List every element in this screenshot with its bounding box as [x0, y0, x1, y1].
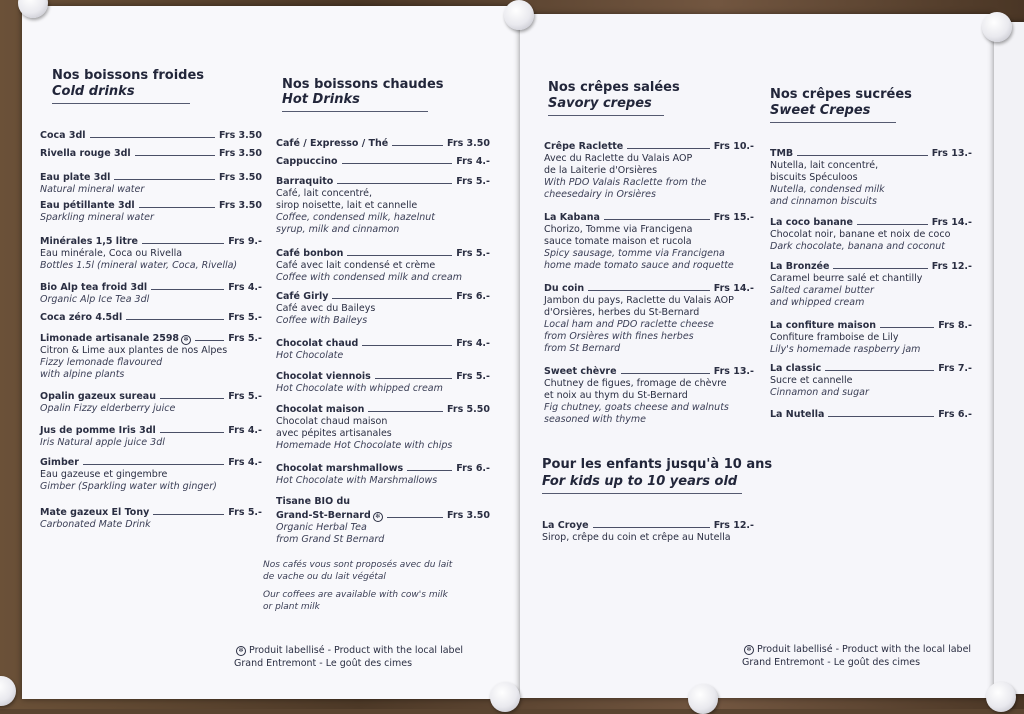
item-translation: from Orsières with fines herbes: [544, 331, 694, 342]
item-translation: Iris Natural apple juice 3dl: [40, 437, 165, 448]
item-translation: Local ham and PDO raclette cheese: [544, 319, 714, 330]
item-description: Eau minérale, Coca ou Rivella: [40, 248, 183, 259]
menu-item: [542, 520, 754, 544]
local-label-icon: ✻: [373, 512, 383, 522]
item-name: Chocolat marshmallows: [276, 463, 404, 474]
leader-line: [90, 137, 216, 138]
leader-line: [588, 290, 710, 291]
menu-item: [276, 338, 490, 362]
item-name: Chocolat chaud: [276, 338, 359, 349]
menu-item: [276, 156, 490, 168]
divider: [542, 493, 742, 494]
divider: [770, 122, 896, 123]
pin-icon: [688, 684, 718, 714]
item-name: Eau plate 3dl: [40, 172, 111, 183]
leader-line: [126, 319, 224, 320]
item-translation: Fig chutney, goats cheese and walnuts: [544, 402, 729, 413]
leader-line: [342, 163, 453, 164]
menu-item: [276, 291, 490, 327]
leader-line: [83, 464, 224, 465]
item-price: Frs 5.-: [228, 507, 262, 518]
item-name: Cappuccino: [276, 156, 338, 167]
item-name: Opalin gazeux sureau: [40, 391, 156, 402]
item-price: Frs 6.-: [938, 409, 972, 420]
menu-item: [276, 510, 490, 546]
item-translation: and cinnamon biscuits: [770, 196, 877, 207]
savory-crepes-title: Nos crêpes salées: [548, 80, 680, 95]
item-description: Avec du Raclette du Valais AOP: [544, 153, 693, 164]
menu-item: [40, 148, 262, 160]
menu-item-row: [276, 463, 490, 475]
item-description: sirop noisette, lait et cannelle: [276, 200, 418, 211]
item-name: La coco banane: [770, 217, 853, 228]
menu-item: [40, 172, 262, 196]
item-description: Chocolat chaud maison: [276, 416, 388, 427]
item-price: Frs 15.-: [713, 212, 754, 223]
leader-line: [627, 148, 709, 149]
item-price: Frs 3.50: [219, 172, 262, 183]
note-line: de vache ou du lait végétal: [263, 572, 386, 582]
item-translation: with alpine plants: [40, 369, 125, 380]
leader-line: [825, 370, 934, 371]
menu-item-row: [770, 363, 972, 375]
divider: [548, 115, 664, 116]
menu-item: [40, 391, 262, 415]
item-description: Sirop, crêpe du coin et crêpe au Nutella: [542, 532, 731, 543]
item-translation: Coffee with Baileys: [276, 315, 368, 326]
menu-item: [40, 236, 262, 272]
leader-line: [857, 224, 928, 225]
item-name: Café bonbon: [276, 248, 344, 259]
menu-item: [40, 312, 262, 324]
menu-item-row: [40, 507, 262, 519]
leader-line: [153, 514, 224, 515]
menu-item-row: [40, 148, 262, 160]
item-description: Confiture framboise de Lily: [770, 332, 899, 343]
menu-item-row: [770, 148, 972, 160]
menu-item-row: [40, 236, 262, 248]
footer-line: Produit labellisé - Product with the local label: [757, 644, 972, 655]
item-description: biscuits Spéculoos: [770, 172, 858, 183]
menu-item-row: [40, 130, 262, 142]
item-price: Frs 3.50: [447, 510, 490, 521]
item-price: Frs 9.-: [228, 236, 262, 247]
note-line: or plant milk: [263, 602, 320, 612]
pin-icon: [504, 0, 534, 30]
item-price: Frs 13.-: [931, 148, 972, 159]
leader-line: [160, 398, 224, 399]
leader-line: [621, 373, 710, 374]
item-price: Frs 5.-: [456, 248, 490, 259]
item-translation: Hot Chocolate with whipped cream: [276, 383, 443, 394]
leader-line: [593, 527, 710, 528]
menu-item-row: [40, 282, 262, 294]
leader-line: [375, 378, 453, 379]
leader-line: [368, 411, 443, 412]
item-price: Frs 12.-: [713, 520, 754, 531]
menu-item: [276, 176, 490, 236]
item-name: Bio Alp tea froid 3dl: [40, 282, 148, 293]
milk-note: [263, 559, 452, 613]
item-price: Frs 5.-: [456, 176, 490, 187]
menu-item: [544, 141, 754, 201]
item-price: Frs 3.50: [447, 138, 490, 149]
item-description: Caramel beurre salé et chantilly: [770, 273, 923, 284]
menu-item: [276, 463, 490, 487]
divider: [282, 111, 428, 112]
label-footer: [742, 643, 971, 669]
leader-line: [880, 327, 934, 328]
menu-item-row: [40, 425, 262, 437]
leader-line: [828, 416, 934, 417]
menu-item-row: [544, 366, 754, 378]
menu-item-row: [40, 333, 262, 345]
cold-drinks-subtitle: Cold drinks: [52, 84, 135, 99]
local-label-icon: ✻: [181, 335, 191, 345]
pin-icon: [982, 12, 1012, 42]
item-translation: syrup, milk and cinnamon: [276, 224, 400, 235]
footer-line: Produit labellisé - Product with the local label: [249, 645, 464, 656]
menu-item: [40, 507, 262, 531]
menu-page-partial: [994, 22, 1024, 694]
menu-item: [40, 333, 262, 381]
item-name: Crêpe Raclette: [544, 141, 624, 152]
item-description: Chocolat noir, banane et noix de coco: [770, 229, 951, 240]
sweet-crepes-title: Nos crêpes sucrées: [770, 87, 912, 102]
item-description: Sucre et cannelle: [770, 375, 853, 386]
item-translation: seasoned with thyme: [544, 414, 646, 425]
menu-item-row: [40, 391, 262, 403]
item-translation: Lily's homemade raspberry jam: [770, 344, 921, 355]
item-name: La Nutella: [770, 409, 825, 420]
menu-item: [770, 320, 972, 356]
item-description: sauce tomate maison et rucola: [544, 236, 692, 247]
item-description: de la Laiterie d'Orsières: [544, 165, 658, 176]
menu-item: [770, 217, 972, 253]
item-description: Chorizo, Tomme via Francigena: [544, 224, 693, 235]
leader-line: [160, 432, 225, 433]
item-name: Chocolat maison: [276, 404, 365, 415]
item-description: Jambon du pays, Raclette du Valais AOP: [544, 295, 734, 306]
menu-item-row: [276, 496, 490, 508]
menu-item: [40, 282, 262, 306]
item-translation: Dark chocolate, banana and coconut: [770, 241, 946, 252]
item-name: Coca 3dl: [40, 130, 86, 141]
item-description: Citron & Lime aux plantes de nos Alpes: [40, 345, 228, 356]
menu-page-crepes: [520, 14, 994, 698]
item-price: Frs 5.-: [456, 371, 490, 382]
item-name: La Bronzée: [770, 261, 830, 272]
item-name: Grand-St-Bernard: [276, 510, 371, 521]
item-name: Café / Expresso / Thé: [276, 138, 389, 149]
item-translation: With PDO Valais Raclette from the: [544, 177, 707, 188]
menu-item-row: [276, 248, 490, 260]
menu-item-row: [276, 338, 490, 350]
item-translation: Hot Chocolate: [276, 350, 344, 361]
item-translation: and whipped cream: [770, 297, 865, 308]
menu-item-row: [40, 200, 262, 212]
item-translation: home made tomato sauce and roquette: [544, 260, 734, 271]
menu-item: [544, 283, 754, 355]
item-price: Frs 5.-: [228, 312, 262, 323]
menu-item: [544, 366, 754, 426]
menu-item: [40, 457, 262, 493]
item-price: Frs 13.-: [713, 366, 754, 377]
item-price: Frs 10.-: [713, 141, 754, 152]
menu-item-row: [276, 291, 490, 303]
item-name: Limonade artisanale 2598: [40, 333, 180, 344]
item-price: Frs 4.-: [228, 282, 262, 293]
item-name: La classic: [770, 363, 822, 374]
leader-line: [797, 155, 928, 156]
menu-item: [770, 363, 972, 399]
leader-line: [195, 340, 224, 341]
menu-item-row: [770, 261, 972, 273]
local-label-icon: ✻: [744, 645, 754, 655]
menu-item: [40, 200, 262, 224]
item-price: Frs 3.50: [219, 130, 262, 141]
hot-drinks-subtitle: Hot Drinks: [282, 92, 360, 107]
leader-line: [139, 207, 215, 208]
menu-item: [276, 496, 490, 508]
item-translation: cheesedairy in Orsières: [544, 189, 656, 200]
item-name: Rivella rouge 3dl: [40, 148, 131, 159]
menu-item: [544, 212, 754, 272]
item-name: Sweet chèvre: [544, 366, 617, 377]
menu-item-row: [276, 156, 490, 168]
menu-item-row: [40, 457, 262, 469]
footer-line: Grand Entremont - Le goût des cimes: [742, 657, 921, 668]
menu-item: [276, 404, 490, 452]
item-translation: Natural mineral water: [40, 184, 145, 195]
item-translation: Hot Chocolate with Marshmallows: [276, 475, 438, 486]
item-name: Café Girly: [276, 291, 329, 302]
item-translation: Carbonated Mate Drink: [40, 519, 151, 530]
item-name: Tisane BIO du: [276, 496, 351, 507]
hot-drinks-title: Nos boissons chaudes: [282, 77, 444, 92]
item-price: Frs 5.50: [447, 404, 490, 415]
pin-icon: [986, 682, 1016, 712]
item-translation: Bottles 1.5l (mineral water, Coca, Rivella): [40, 260, 238, 271]
item-description: et noix au thym du St-Bernard: [544, 390, 688, 401]
leader-line: [332, 298, 452, 299]
item-name: Gimber: [40, 457, 79, 468]
menu-item: [40, 425, 262, 449]
menu-item: [770, 148, 972, 208]
item-name: Chocolat viennois: [276, 371, 371, 382]
menu-item: [276, 371, 490, 395]
item-price: Frs 4.-: [228, 425, 262, 436]
item-translation: Organic Alp Ice Tea 3dl: [40, 294, 150, 305]
leader-line: [142, 243, 224, 244]
item-name: Minérales 1,5 litre: [40, 236, 138, 247]
leader-line: [347, 255, 452, 256]
menu-item-row: [544, 141, 754, 153]
item-price: Frs 12.-: [931, 261, 972, 272]
item-price: Frs 14.-: [931, 217, 972, 228]
item-price: Frs 5.-: [228, 391, 262, 402]
item-translation: Fizzy lemonade flavoured: [40, 357, 163, 368]
item-name: TMB: [770, 148, 794, 159]
leader-line: [392, 145, 443, 146]
item-translation: Homemade Hot Chocolate with chips: [276, 440, 453, 451]
item-description: Café, lait concentré,: [276, 188, 372, 199]
item-price: Frs 6.-: [456, 463, 490, 474]
item-price: Frs 6.-: [456, 291, 490, 302]
item-translation: Salted caramel butter: [770, 285, 874, 296]
item-description: Eau gazeuse et gingembre: [40, 469, 168, 480]
item-name: La Croye: [542, 520, 589, 531]
cold-drinks-title: Nos boissons froides: [52, 68, 205, 83]
item-price: Frs 14.-: [713, 283, 754, 294]
item-translation: Spicy sausage, tomme via Francigena: [544, 248, 725, 259]
leader-line: [151, 289, 224, 290]
menu-item-row: [276, 371, 490, 383]
leader-line: [407, 470, 452, 471]
menu-item-row: [40, 172, 262, 184]
item-price: Frs 4.-: [456, 156, 490, 167]
menu-item-row: [276, 510, 490, 522]
leader-line: [833, 268, 927, 269]
item-name: Barraquito: [276, 176, 334, 187]
item-translation: Opalin Fizzy elderberry juice: [40, 403, 176, 414]
leader-line: [135, 155, 215, 156]
note-line: Nos cafés vous sont proposés avec du lait: [263, 560, 453, 570]
note-line: Our coffees are available with cow's milk: [263, 590, 448, 600]
item-name: Du coin: [544, 283, 585, 294]
menu-item-row: [276, 176, 490, 188]
item-translation: Cinnamon and sugar: [770, 387, 869, 398]
item-name: La confiture maison: [770, 320, 876, 331]
item-translation: Coffee, condensed milk, hazelnut: [276, 212, 435, 223]
item-translation: Gimber (Sparkling water with ginger): [40, 481, 217, 492]
menu-item: [276, 138, 490, 150]
item-price: Frs 8.-: [938, 320, 972, 331]
leader-line: [114, 179, 215, 180]
item-description: d'Orsières, herbes du St-Bernard: [544, 307, 700, 318]
savory-crepes-subtitle: Savory crepes: [548, 96, 652, 111]
item-description: Café avec lait condensé et crème: [276, 260, 436, 271]
leader-line: [337, 183, 452, 184]
menu-item-row: [276, 404, 490, 416]
item-price: Frs 4.-: [456, 338, 490, 349]
menu-item-row: [276, 138, 490, 150]
item-price: Frs 3.50: [219, 148, 262, 159]
item-name: Jus de pomme Iris 3dl: [40, 425, 156, 436]
menu-item: [40, 130, 262, 142]
footer-line: Grand Entremont - Le goût des cimes: [234, 658, 413, 669]
menu-item-row: [542, 520, 754, 532]
menu-item: [770, 409, 972, 421]
menu-item-row: [770, 320, 972, 332]
leader-line: [362, 345, 452, 346]
item-description: Café avec du Baileys: [276, 303, 376, 314]
menu-item-row: [770, 409, 972, 421]
item-translation: from Grand St Bernard: [276, 534, 385, 545]
menu-item: [276, 248, 490, 284]
sweet-crepes-subtitle: Sweet Crepes: [770, 103, 871, 118]
item-translation: from St Bernard: [544, 343, 621, 354]
item-name: Eau pétillante 3dl: [40, 200, 135, 211]
item-description: avec pépites artisanales: [276, 428, 392, 439]
item-translation: Organic Herbal Tea: [276, 522, 367, 533]
item-name: Coca zéro 4.5dl: [40, 312, 123, 323]
item-price: Frs 7.-: [938, 363, 972, 374]
menu-item-row: [544, 283, 754, 295]
kids-title: Pour les enfants jusqu'à 10 ans: [542, 457, 773, 472]
item-description: Chutney de figues, fromage de chèvre: [544, 378, 727, 389]
local-label-icon: ✻: [236, 646, 246, 656]
item-name: Mate gazeux El Tony: [40, 507, 150, 518]
menu-item-row: [544, 212, 754, 224]
item-description: Nutella, lait concentré,: [770, 160, 879, 171]
kids-subtitle: For kids up to 10 years old: [542, 474, 738, 489]
menu-item: [770, 261, 972, 309]
item-price: Frs 5.-: [228, 333, 262, 344]
menu-item-row: [40, 312, 262, 324]
pin-icon: [490, 682, 520, 712]
item-translation: Nutella, condensed milk: [770, 184, 885, 195]
item-price: Frs 4.-: [228, 457, 262, 468]
menu-item-row: [770, 217, 972, 229]
item-price: Frs 3.50: [219, 200, 262, 211]
leader-line: [604, 219, 710, 220]
item-name: La Kabana: [544, 212, 600, 223]
label-footer: [234, 644, 463, 670]
item-translation: Sparkling mineral water: [40, 212, 154, 223]
item-translation: Coffee with condensed milk and cream: [276, 272, 462, 283]
divider: [52, 103, 190, 104]
leader-line: [387, 517, 443, 518]
